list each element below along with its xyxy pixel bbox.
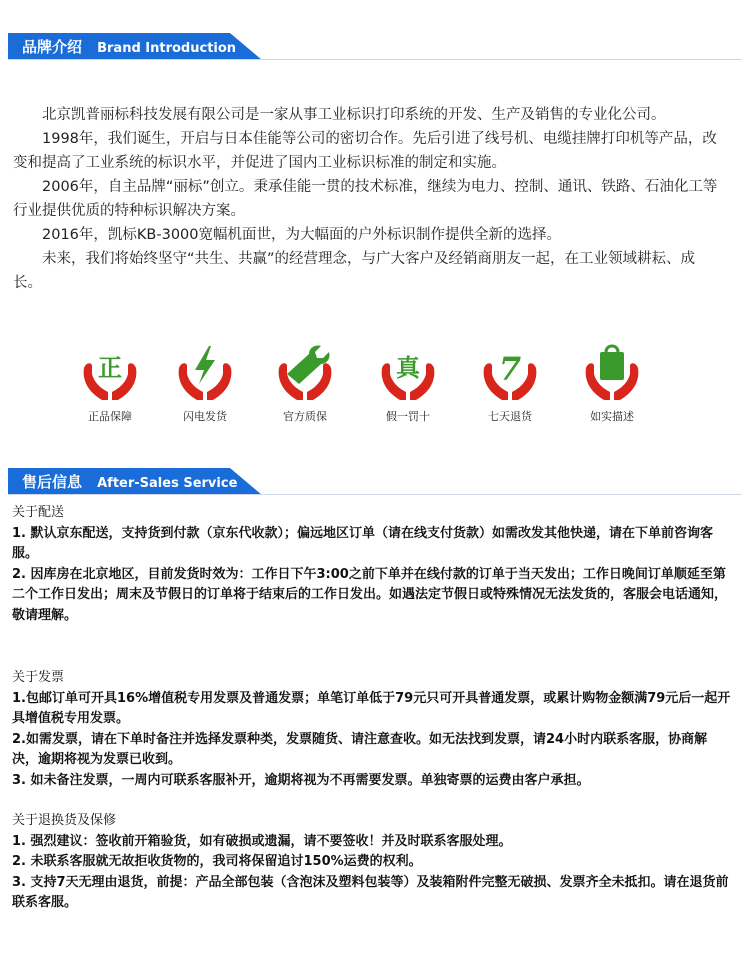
policy-item: 1.包邮订单可开具16%增值税专用发票及普通发票；单笔订单低于79元只可开具普通发票，或累计购物金额满79元后一起开具增值税专用发票。	[12, 690, 731, 726]
policy-item: 3. 如未备注发票，一周内可联系客服补开，逾期将视为不再需要发票。单独寄票的运费由客户承担。	[12, 772, 590, 788]
banner-title-cn: 品牌介绍	[22, 38, 83, 56]
section-title: 关于发票	[12, 670, 65, 685]
feature-label: 如实描述	[590, 410, 634, 423]
policy-item: 2. 因库房在北京地区，目前发货时效为：工作日下午3:00之前下单并在线付款的订单于当天发出；工作日晚间订单顺延至第二个工作日发出；周末及节假日的订单将于结束后的工作日发出。如遇法定节假日或特殊情况无法发货的，客服会电话通知，敬请理解。	[12, 566, 728, 623]
intro-paragraph: 2016年，凯标KB-3000宽幅机面世，为大幅面的户外标识制作提供全新的选择。	[42, 227, 561, 243]
section-title: 关于配送	[12, 505, 65, 520]
feature-official-warranty	[255, 340, 355, 424]
company-introduction	[13, 103, 725, 295]
delivery-section	[12, 503, 732, 626]
policy-item: 2.如需发票，请在下单时备注并选择发票种类，发票随货、请注意查收。如无法找到发票，请24小时内联系客服，协商解决，逾期将视为发票已收到。	[12, 731, 708, 767]
section-divider	[8, 59, 742, 60]
service-guarantees	[60, 340, 690, 432]
genuine-icon	[78, 340, 142, 404]
feature-label: 正品保障	[88, 410, 132, 423]
section-divider	[8, 494, 742, 495]
after-sales-banner	[8, 468, 262, 495]
feature-seven-day-return	[460, 340, 560, 424]
after-sales-info	[12, 503, 732, 914]
section-title: 关于退换货及保修	[12, 813, 117, 828]
seven-day-icon	[478, 340, 542, 404]
brand-introduction-banner	[8, 33, 262, 60]
feature-label: 七天退货	[488, 410, 532, 423]
true-glyph: 真	[396, 354, 420, 382]
seven-glyph: 7	[498, 350, 522, 388]
wrench-icon	[273, 340, 337, 404]
policy-item: 1. 强烈建议：签收前开箱验货，如有破损或遗漏，请不要签收！并及时联系客服处理。	[12, 833, 512, 849]
feature-fake-penalty	[358, 340, 458, 424]
feature-accurate-description	[562, 340, 662, 424]
policy-item: 1. 默认京东配送，支持货到付款（京东代收款）；偏远地区订单（请在线支付货款）如需改发其他快递，请在下单前咨询客服。	[12, 525, 714, 561]
intro-paragraph: 未来，我们将始终坚守“共生、共赢”的经营理念，与广大客户及经销商朋友一起，在工业领域耕耘、成 长。	[13, 251, 696, 291]
feature-label: 官方质保	[283, 410, 327, 423]
genuine-glyph: 正	[98, 354, 122, 382]
feature-lightning	[155, 340, 255, 424]
feature-label: 闪电发货	[183, 410, 227, 423]
genuine-true-icon	[376, 340, 440, 404]
lightning-icon	[173, 340, 237, 404]
invoice-section	[12, 668, 732, 791]
banner-title-cn: 售后信息	[22, 473, 83, 491]
feature-genuine	[60, 340, 160, 424]
banner-title-en: After-Sales Service	[97, 476, 238, 491]
policy-item: 3. 支持7天无理由退货，前提：产品全部包装（含泡沫及塑料包装等）及装箱附件完整无破损、发票齐全未抵扣。请在退货前联系客服。	[12, 874, 729, 910]
shopping-bag-icon	[580, 340, 644, 404]
feature-label: 假一罚十	[386, 410, 430, 423]
returns-section	[12, 811, 732, 914]
intro-paragraph: 2006年，自主品牌“丽标”创立。秉承佳能一贯的技术标准，继续为电力、控制、通讯、铁路、石油化工等行业提供优质的特种标识解决方案。	[13, 179, 718, 219]
intro-paragraph: 北京凯普丽标科技发展有限公司是一家从事工业标识打印系统的开发、生产及销售的专业化公司。	[42, 107, 666, 123]
policy-item: 2. 未联系客服就无故拒收货物的，我司将保留追讨150%运费的权利。	[12, 854, 422, 869]
banner-title-en: Brand Introduction	[97, 41, 237, 56]
intro-paragraph: 1998年，我们诞生，开启与日本佳能等公司的密切合作。先后引进了线号机、电缆挂牌打印机等产品，改变和提高了工业系统的标识水平，并促进了国内工业标识标准的制定和实施。	[13, 131, 717, 171]
